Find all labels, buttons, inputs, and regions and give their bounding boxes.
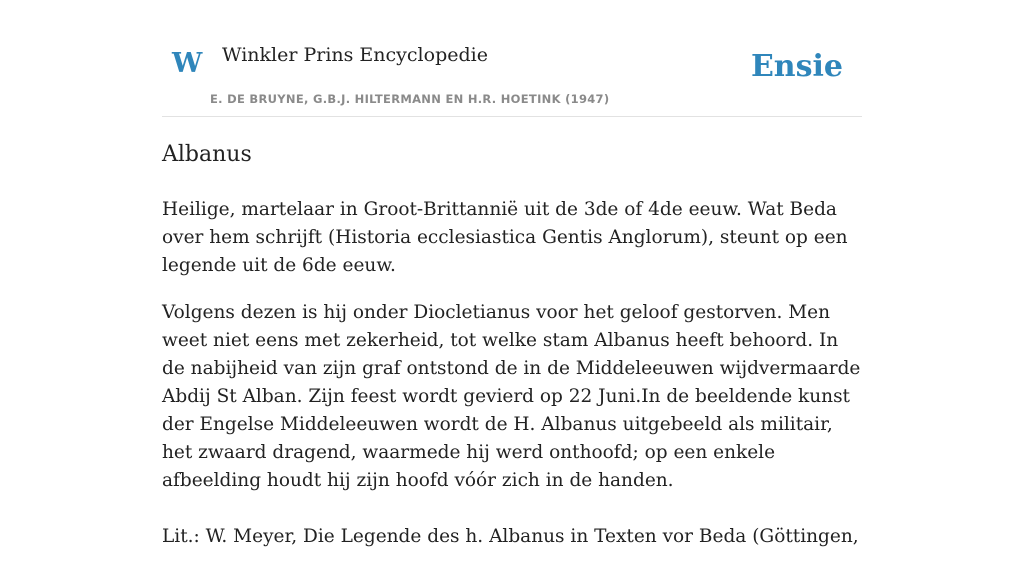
ensie-logo-link[interactable]: Ensie xyxy=(750,49,843,84)
article xyxy=(162,140,862,570)
source-authors: E. DE BRUYNE, G.B.J. HILTERMANN EN H.R. HOETINK (1947) xyxy=(210,92,610,106)
article-paragraph: Heilige, martelaar in Groot-Brittannië uit de 3de of 4de eeuw. Wat Beda over hem schrijft (Historia ecclesiastica Gentis Anglorum), steunt op een legende uit de 6de eeuw. xyxy=(162,199,848,276)
winkler-prins-logo: W xyxy=(172,48,203,79)
article-paragraph: Volgens dezen is hij onder Diocletianus voor het geloof gestorven. Men weet niet eens met zekerheid, tot welke stam Albanus heeft behoord. In de nabijheid van zijn graf ontstond de in de Middeleeuwen wijdvermaarde Abdij St Alban. Zijn feest wordt gevierd op 22 Juni.In de beeldende kunst der Engelse Middeleeuwen wordt de H. Albanus uitgebeeld als militair, het zwaard dragend, waarmede hij werd onthoofd; op een enkele afbeelding houdt hij zijn hoofd vóór zich in de handen. xyxy=(162,302,861,491)
source-header xyxy=(162,0,862,117)
article-title: Albanus xyxy=(162,142,252,167)
source-title: Winkler Prins Encyclopedie xyxy=(222,44,488,66)
literature-reference: Lit.: W. Meyer, Die Legende des h. Albanus in Texten vor Beda (Göttingen, xyxy=(162,526,859,547)
